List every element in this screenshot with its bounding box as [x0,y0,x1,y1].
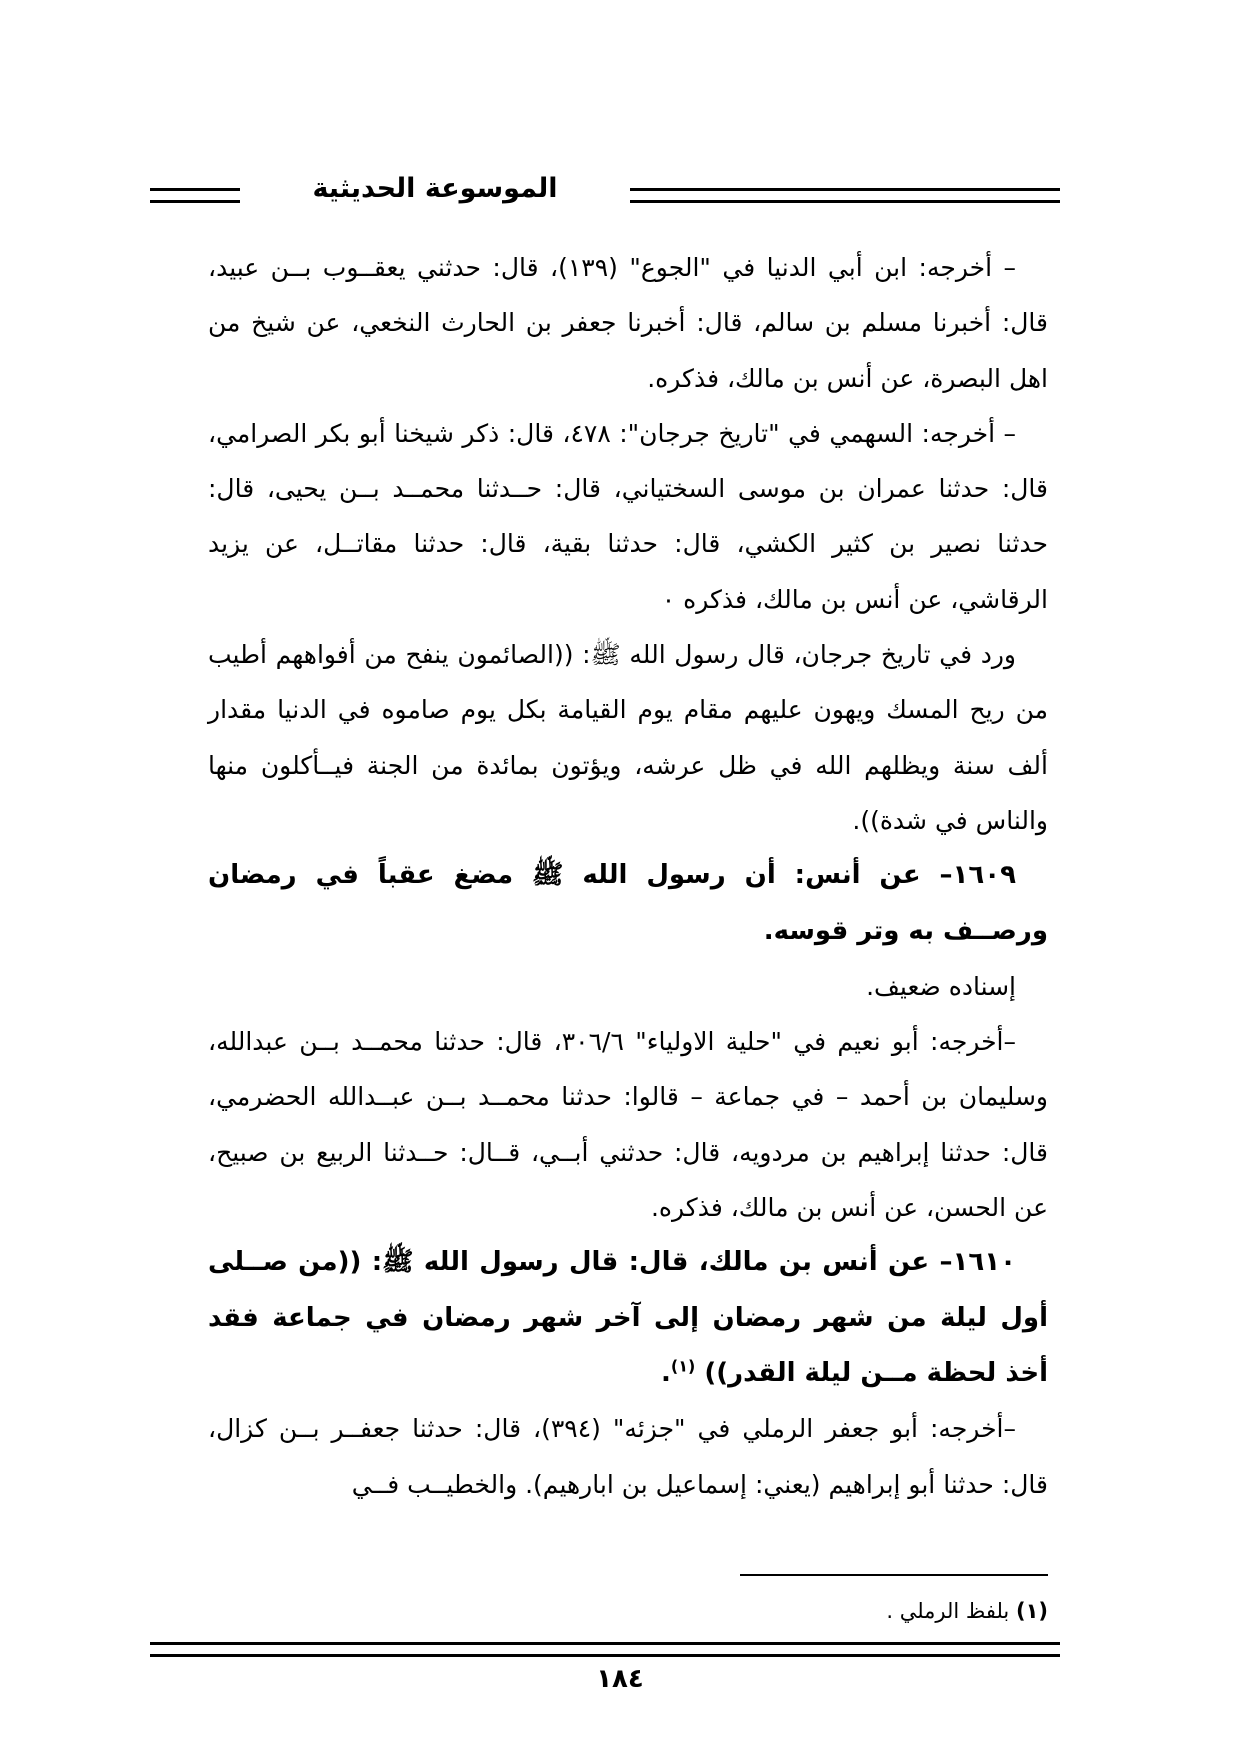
footnote [700,1596,1048,1626]
paragraph-takhrij-3: –أخرجه: أبو نعيم في "حلية الاولياء" ٣٠٦/٦، قال: حدثنا محمــد بــن عبدالله، وسليمان بن أحمد – في جماعة – قالوا: حدثنا محمــد بــن عبــدالله الحضرمي، قال: حدثنا إبراهيم بن مردويه، قال: حدثني أبــي، قــال: حــدثنا الربيع بن صبيح، عن الحسن، عن أنس بن مالك، فذكره. [208,1027,1048,1223]
header-rule-left [150,188,240,203]
hadith-1610-tail: . [661,1357,671,1388]
page-number: ١٨٤ [596,1664,644,1694]
running-header [150,172,1060,202]
footnote-number: (١) [1015,1599,1048,1623]
footnote-text: بلفظ الرملي . [886,1599,1010,1623]
footnote-divider [740,1574,1048,1576]
hadith-1610 [208,1235,1048,1401]
header-title: الموسوعة الحديثية [312,173,558,204]
bottom-rule [150,1642,1060,1657]
main-text [208,240,1048,1512]
paragraph-takhrij-1: – أخرجه: ابن أبي الدنيا في "الجوع" (١٣٩)، قال: حدثني يعقــوب بــن عبيد، قال: أخبرنا مسلم بن سالم، قال: أخبرنا جعفر بن الحارث النخعي، عن شيخ من اهل البصرة، عن أنس بن مالك، فذكره. [208,253,1048,393]
hadith-1609: ١٦٠٩– عن أنس: أن رسول الله ﷺ مضغ عقباً في رمضان ورصــف به وتر قوسه. [208,860,1048,946]
header-rule-right [630,188,1060,203]
paragraph-takhrij-2: – أخرجه: السهمي في "تاريخ جرجان": ٤٧٨، قال: ذكر شيخنا أبو بكر الصرامي، قال: حدثنا عمران بن موسى السختياني، قال: حــدثنا محمــد بــن يحيى، قال: حدثنا نصير بن كثير الكشي، قال: حدثنا بقية، قال: حدثنا مقاتــل، عن يزيد الرقاشي، عن أنس بن مالك، فذكره ٠ [208,418,1048,614]
paragraph-takhrij-4: –أخرجه: أبو جعفر الرملي في "جزئه" (٣٩٤)، قال: حدثنا جعفــر بــن كزال، قال: حدثنا أبو إبراهيم (يعني: إسماعيل بن ابارهيم). والخطيــب فــي [208,1414,1048,1499]
footnote-reference: (١) [670,1356,696,1376]
paragraph-grading: إسناده ضعيف. [866,971,1016,1001]
paragraph-narration: ورد في تاريخ جرجان، قال رسول الله ﷺ: ((الصائمون ينفح من أفواههم أطيب من ريح المسك ويهون عليهم مقام يوم القيامة بكل يوم صاموه في الدنيا مقدار ألف سنة ويظلهم الله في ظل عرشه، ويؤتون بمائدة من الجنة فيــأكلون منها والناس في شدة)). [208,640,1048,835]
hadith-1610-text: ١٦١٠– عن أنس بن مالك، قال: قال رسول الله ﷺ: ((من صــلى أول ليلة من شهر رمضان إلى آخر شهر رمضان في جماعة فقد أخذ لحظة مــن ليلة القدر)) [208,1247,1048,1388]
